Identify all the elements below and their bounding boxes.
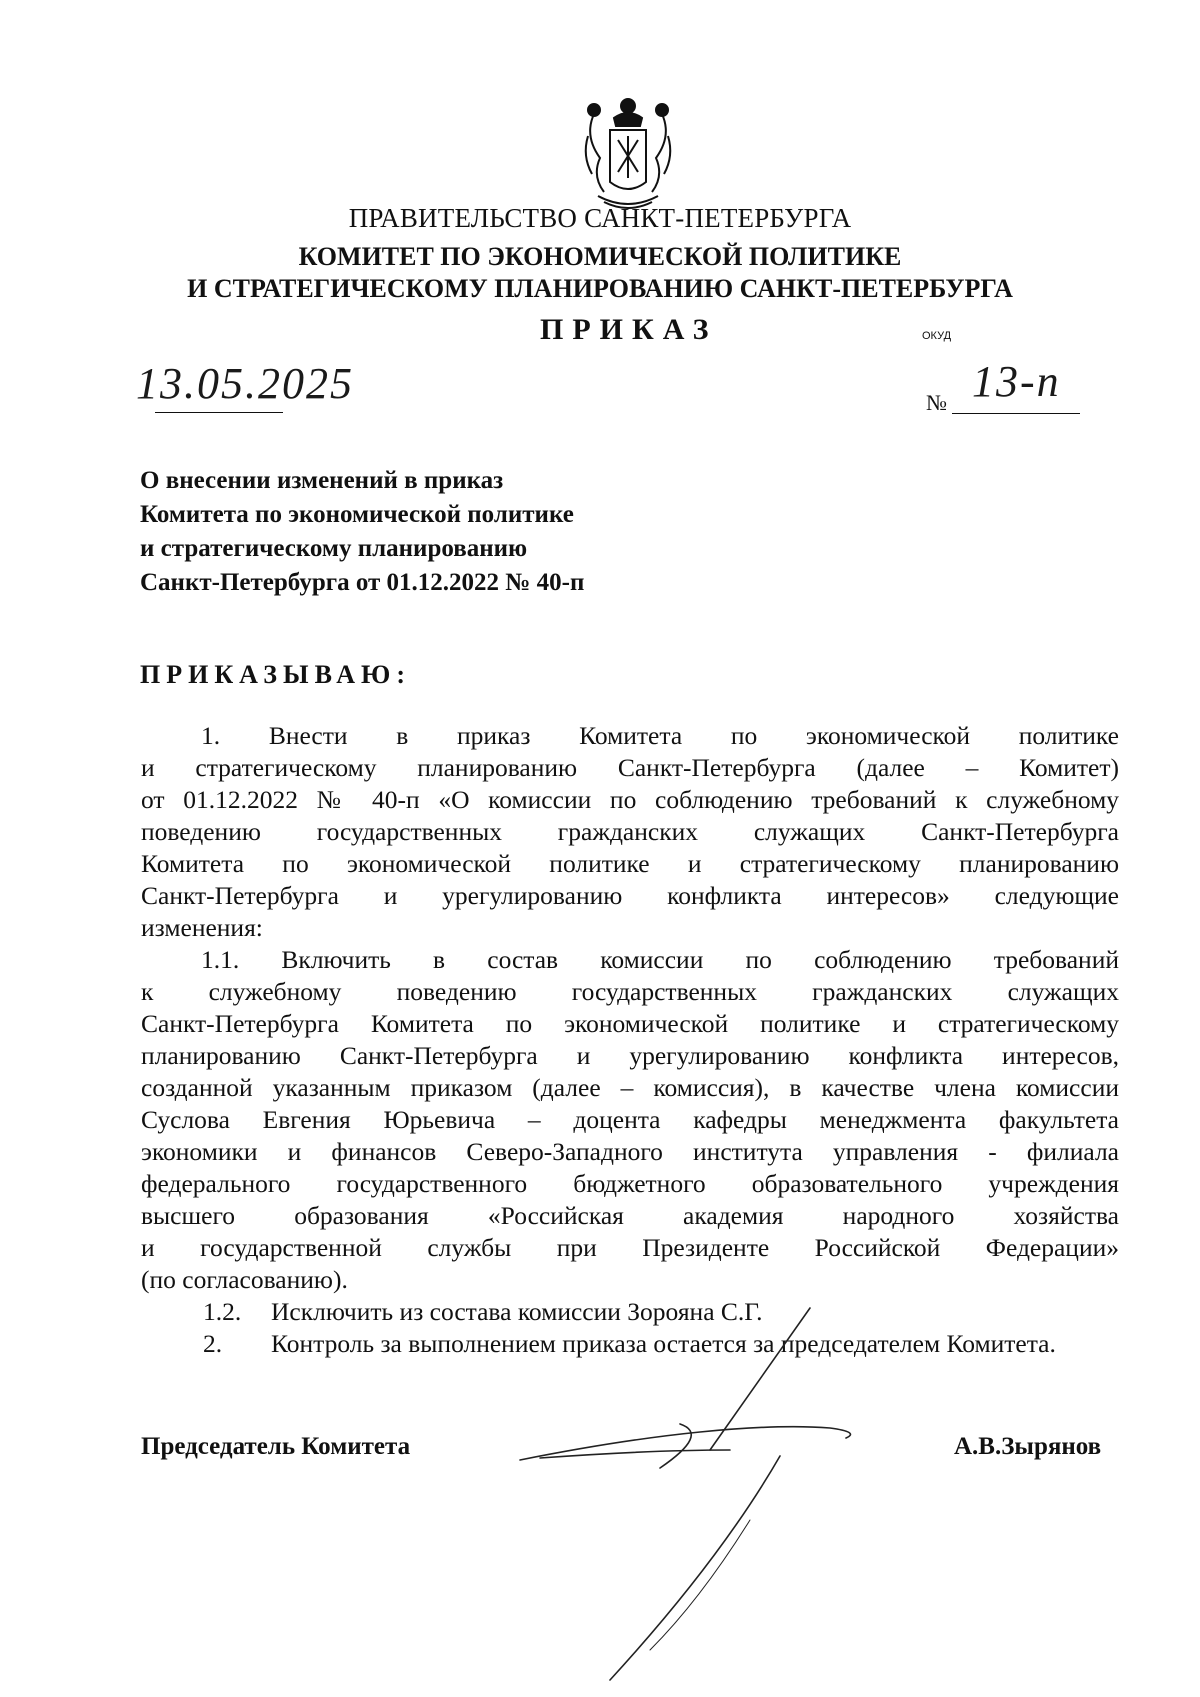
body-line: изменения:: [141, 913, 263, 942]
item-text: Исключить из состава комиссии Зорояна С.Г.: [271, 1297, 763, 1326]
government-name: ПРАВИТЕЛЬСТВО САНКТ-ПЕТЕРБУРГА: [348, 203, 852, 233]
body-line: созданной указанным приказом (далее – комиссия), в качестве члена комиссии: [141, 1073, 1119, 1102]
saint-petersburg-coat-of-arms-icon: [574, 96, 682, 214]
body-line: планированию Санкт-Петербурга и урегулированию конфликта интересов,: [141, 1041, 1119, 1070]
number-underline: [952, 413, 1080, 414]
body-line: Суслова Евгения Юрьевича – доцента кафедры менеджмента факультета: [141, 1105, 1119, 1134]
body-line: 1. Внести в приказ Комитета по экономической политике: [201, 721, 1119, 750]
number-label: №: [926, 390, 947, 415]
item-number: 1.2.: [203, 1297, 242, 1326]
subject-line: Комитета по экономической политике: [140, 501, 574, 528]
paragraph-1: [141, 720, 1119, 944]
committee-name-line2: И СТРАТЕГИЧЕСКОМУ ПЛАНИРОВАНИЮ САНКТ-ПЕТЕРБУРГА: [187, 274, 1013, 303]
body-line: поведению государственных гражданских служащих Санкт-Петербурга: [141, 817, 1119, 846]
handwritten-signature: [500, 1300, 940, 1690]
handwritten-date: 13.05.2025: [136, 359, 354, 408]
item-number: 2.: [203, 1329, 223, 1358]
body-line: Комитета по экономической политике и стратегическому планированию: [141, 849, 1119, 878]
handwritten-number: 13-п: [972, 357, 1061, 406]
subject-line: О внесении изменений в приказ: [140, 467, 504, 494]
body-line: Санкт-Петербурга Комитета по экономической политике и стратегическому: [141, 1009, 1119, 1038]
body-line: 1.1. Включить в состав комиссии по соблюдению требований: [201, 945, 1119, 974]
okud-label: ОКУД: [922, 330, 952, 342]
date-underline: [155, 412, 283, 413]
body-line: высшего образования «Российская академия народного хозяйства: [141, 1201, 1119, 1230]
body-line: федерального государственного бюджетного образовательного учреждения: [141, 1169, 1119, 1198]
order-heading: ПРИКАЗЫВАЮ:: [140, 660, 411, 689]
paragraph-1-1: [141, 944, 1119, 1296]
committee-name-line1: КОМИТЕТ ПО ЭКОНОМИЧЕСКОЙ ПОЛИТИКЕ: [298, 242, 902, 271]
signatory-name: А.В.Зырянов: [954, 1433, 1102, 1460]
subject-line: и стратегическому планированию: [140, 535, 528, 562]
item-text: Контроль за выполнением приказа остается за председателем Комитета.: [271, 1329, 1056, 1358]
body-line: экономики и финансов Северо-Западного института управления - филиала: [141, 1137, 1119, 1166]
body-line: от 01.12.2022 № 40-п «О комиссии по соблюдению требований к служебному: [141, 785, 1119, 814]
body-line: Санкт-Петербурга и урегулированию конфликта интересов» следующие: [141, 881, 1119, 910]
body-line: (по согласованию).: [141, 1265, 348, 1294]
document-body: [141, 720, 1119, 1360]
subject-line: Санкт-Петербурга от 01.12.2022 № 40-п: [140, 569, 585, 596]
document-subject: [140, 464, 584, 600]
signatory-title: Председатель Комитета: [141, 1433, 411, 1460]
document-type: ПРИКАЗ: [540, 313, 718, 346]
body-line: и стратегическому планированию Санкт-Петербурга (далее – Комитет): [141, 753, 1119, 782]
body-line: и государственной службы при Президенте Российской Федерации»: [141, 1233, 1119, 1262]
body-line: к служебному поведению государственных гражданских служащих: [141, 977, 1119, 1006]
